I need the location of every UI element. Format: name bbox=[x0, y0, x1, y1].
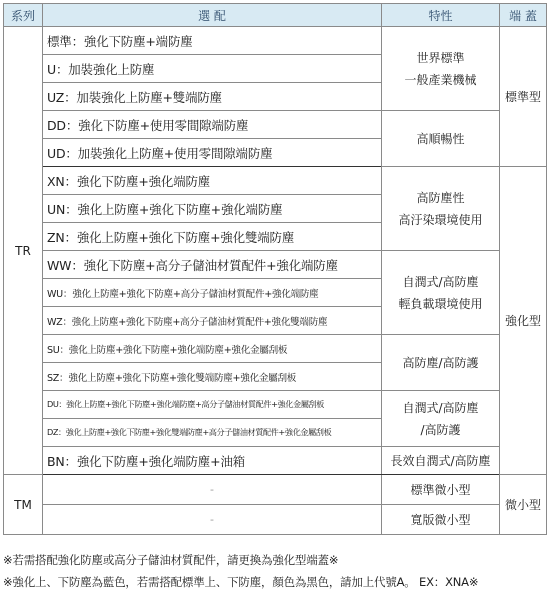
table-row bbox=[4, 335, 547, 363]
option-bn: BN：強化下防塵+強化端防塵+油箱 bbox=[43, 447, 382, 475]
feature-text: 自潤式/高防塵 bbox=[402, 274, 479, 289]
series-tm: TM bbox=[4, 475, 43, 535]
table-row bbox=[4, 251, 547, 279]
option-ww: WW：強化下防塵+高分子儲油材質配件+強化端防塵 bbox=[43, 251, 382, 279]
header-cover: 端 蓋 bbox=[500, 4, 547, 27]
tm-feature-2: 寬版微小型 bbox=[382, 505, 500, 535]
feature-text: /高防護 bbox=[420, 422, 461, 437]
feature-text: 高防塵性 bbox=[416, 190, 465, 205]
cover-standard: 標準型 bbox=[500, 27, 547, 167]
note-reinforced-cover: ※若需搭配強化防塵或高分子儲油材質配件，請更換為強化型端蓋※ bbox=[3, 553, 339, 567]
feature-text: 自潤式/高防塵 bbox=[402, 400, 479, 415]
table-row bbox=[4, 505, 547, 535]
table-header-row bbox=[4, 4, 547, 27]
option-uz: UZ：加裝強化上防塵+雙端防塵 bbox=[43, 83, 382, 111]
option-un: UN：強化上防塵+強化下防塵+強化端防塵 bbox=[43, 195, 382, 223]
cover-mini: 微小型 bbox=[500, 475, 547, 535]
table-row bbox=[4, 391, 547, 419]
feature-text: 一般產業機械 bbox=[404, 72, 477, 87]
table-row bbox=[4, 447, 547, 475]
tm-option-dash: - bbox=[43, 505, 382, 535]
option-sz: SZ：強化上防塵+強化下防塵+強化雙端防塵+強化金屬刮板 bbox=[43, 363, 382, 391]
feature-cell bbox=[382, 335, 500, 391]
option-u: U：加裝強化上防塵 bbox=[43, 55, 382, 83]
feature-cell bbox=[382, 167, 500, 251]
option-xn: XN：強化下防塵+強化端防塵 bbox=[43, 167, 382, 195]
option-ud: UD：加裝強化上防塵+使用零間隙端防塵 bbox=[43, 139, 382, 167]
cover-reinforced: 強化型 bbox=[500, 167, 547, 475]
feature-text: 輕負載環境使用 bbox=[398, 296, 483, 311]
tm-feature-1: 標準微小型 bbox=[382, 475, 500, 505]
feature-cell bbox=[382, 27, 500, 111]
header-series: 系列 bbox=[4, 4, 43, 27]
tm-option-dash: - bbox=[43, 475, 382, 505]
table-row bbox=[4, 27, 547, 55]
feature-text: 高順暢性 bbox=[416, 131, 465, 146]
feature-cell bbox=[382, 447, 500, 475]
table-row bbox=[4, 475, 547, 505]
option-su: SU：強化上防塵+強化下防塵+強化端防塵+強化金屬刮板 bbox=[43, 335, 382, 363]
table-row bbox=[4, 111, 547, 139]
option-standard: 標準：強化下防塵+端防塵 bbox=[43, 27, 382, 55]
feature-text: 高汙染環境使用 bbox=[398, 212, 483, 227]
feature-text: 世界標準 bbox=[416, 50, 465, 65]
feature-text: 長效自潤式/高防塵 bbox=[390, 453, 491, 468]
series-tr: TR bbox=[4, 27, 43, 475]
option-wu: WU：強化上防塵+強化下防塵+高分子儲油材質配件+強化端防塵 bbox=[43, 279, 382, 307]
option-dd: DD：強化下防塵+使用零間隙端防塵 bbox=[43, 111, 382, 139]
feature-text: 高防塵/高防護 bbox=[402, 355, 479, 370]
header-options: 選 配 bbox=[43, 4, 382, 27]
feature-cell bbox=[382, 111, 500, 167]
option-dz: DZ：強化上防塵+強化下防塵+強化雙端防塵+高分子儲油材質配件+強化金屬刮板 bbox=[43, 419, 382, 447]
header-feature: 特性 bbox=[382, 4, 500, 27]
option-zn: ZN：強化上防塵+強化下防塵+強化雙端防塵 bbox=[43, 223, 382, 251]
option-wz: WZ：強化上防塵+強化下防塵+高分子儲油材質配件+強化雙端防塵 bbox=[43, 307, 382, 335]
table-row bbox=[4, 167, 547, 195]
feature-cell bbox=[382, 391, 500, 447]
option-du: DU：強化上防塵+強化下防塵+強化端防塵+高分子儲油材質配件+強化金屬刮板 bbox=[43, 391, 382, 419]
note-color-code: ※強化上、下防塵為藍色，若需搭配標準上、下防塵，顏色為黑色，請加上代號A。 EX：XNA※ bbox=[3, 575, 479, 589]
feature-cell bbox=[382, 251, 500, 335]
options-table bbox=[3, 3, 547, 535]
